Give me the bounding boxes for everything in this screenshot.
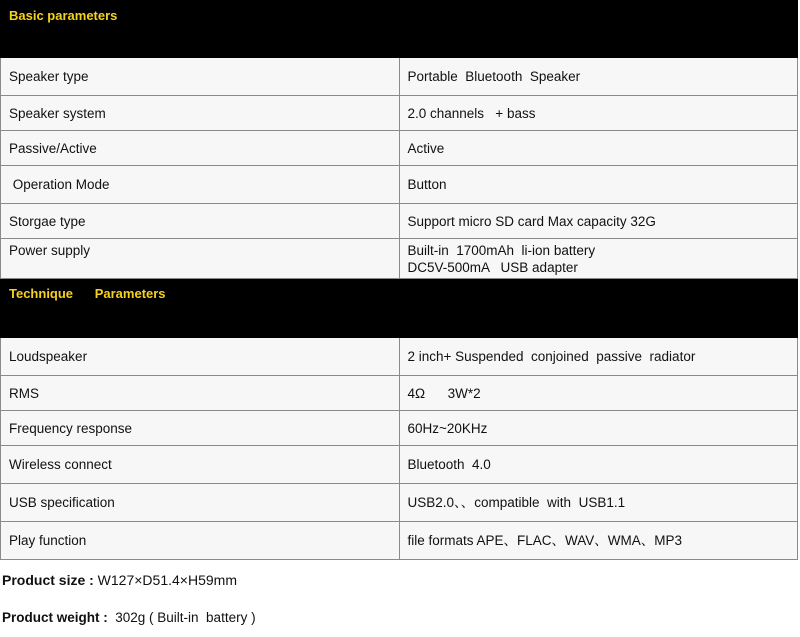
table-row: [1, 204, 798, 239]
row-label: USB specification: [1, 484, 400, 522]
table-row: [1, 411, 798, 446]
table-row: [1, 96, 798, 131]
row-label: Operation Mode: [1, 166, 400, 204]
row-value-line: Built-in 1700mAh li-ion battery: [407, 242, 596, 258]
row-value: 2.0 channels + bass: [399, 96, 798, 131]
row-value: 2 inch+ Suspended conjoined passive radiator: [399, 338, 798, 376]
row-value: file formats APE、FLAC、WAV、WMA、MP3: [399, 522, 798, 560]
product-size: [2, 572, 237, 588]
row-value: 60Hz~20KHz: [399, 411, 798, 446]
table-row: [1, 239, 798, 279]
row-label: RMS: [1, 376, 400, 411]
product-weight-label: Product weight :: [2, 610, 108, 625]
row-value: Portable Bluetooth Speaker: [399, 58, 798, 96]
row-value: Bluetooth 4.0: [399, 446, 798, 484]
section-title-technique: Technique Parameters: [9, 286, 166, 301]
row-value-line: DC5V-500mA USB adapter: [407, 259, 578, 275]
row-value: Button: [399, 166, 798, 204]
product-weight: [2, 610, 256, 625]
row-label: Speaker system: [1, 96, 400, 131]
table-row: [1, 522, 798, 560]
row-value: Support micro SD card Max capacity 32G: [399, 204, 798, 239]
section-header-technique: [1, 279, 798, 338]
row-value: 4Ω 3W*2: [399, 376, 798, 411]
table-row: [1, 131, 798, 166]
product-weight-value: 302g ( Built-in battery ): [107, 610, 256, 625]
row-label: Power supply: [1, 239, 400, 279]
row-value: Active: [399, 131, 798, 166]
table-row: [1, 338, 798, 376]
row-label: Wireless connect: [1, 446, 400, 484]
table-row: [1, 58, 798, 96]
product-size-value: W127×D51.4×H59mm: [93, 572, 237, 588]
row-label: Storgae type: [1, 204, 400, 239]
row-value: USB2.0、、compatible with USB1.1: [399, 484, 798, 522]
table-row: [1, 166, 798, 204]
row-label: Speaker type: [1, 58, 400, 96]
section-header-basic: [1, 1, 798, 58]
row-value: [399, 239, 798, 279]
row-label: Frequency response: [1, 411, 400, 446]
row-label: Passive/Active: [1, 131, 400, 166]
product-size-label: Product size :: [2, 572, 94, 588]
row-label: Play function: [1, 522, 400, 560]
table-row: [1, 376, 798, 411]
table-row: [1, 446, 798, 484]
table-row: [1, 484, 798, 522]
section-title-basic: Basic parameters: [9, 8, 118, 23]
row-label: Loudspeaker: [1, 338, 400, 376]
